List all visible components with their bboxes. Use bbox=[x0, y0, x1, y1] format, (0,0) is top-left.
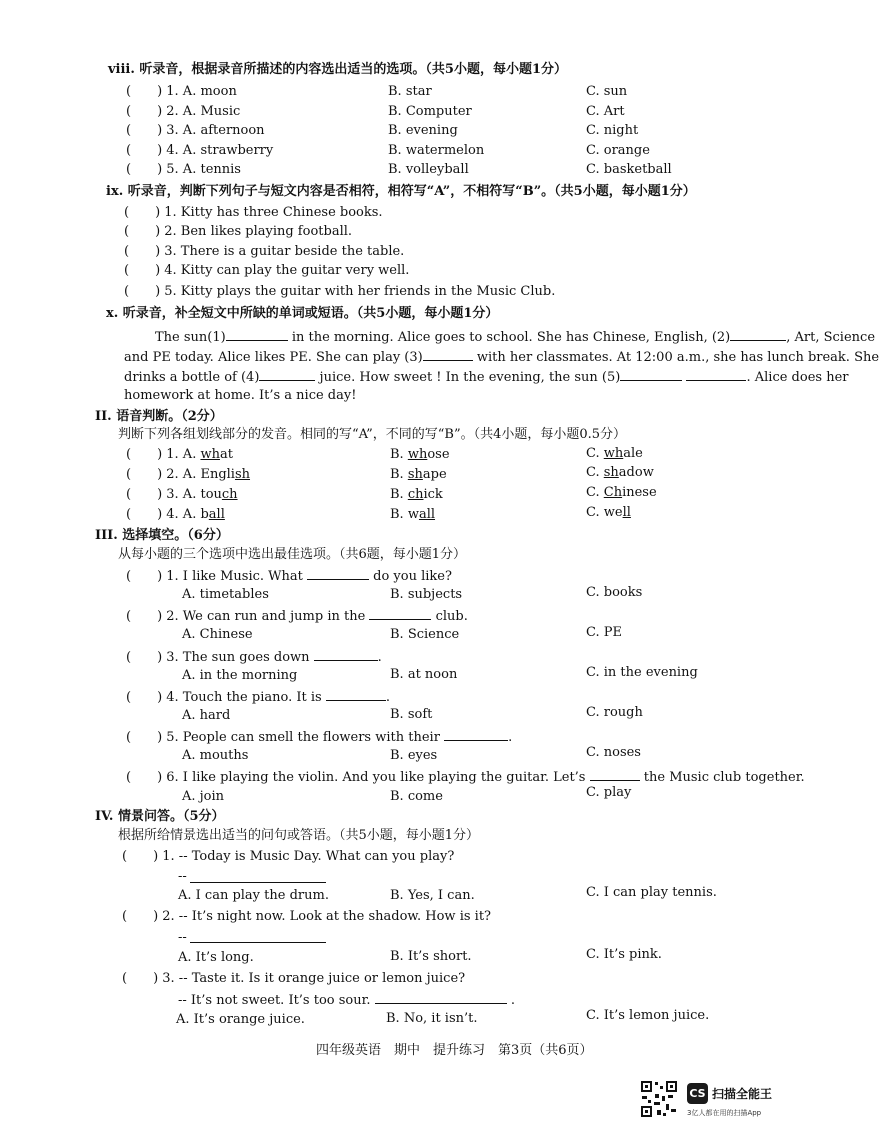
option-c: C. PE bbox=[586, 625, 622, 640]
option-a: A. It’s long. bbox=[178, 950, 254, 965]
option-c: C. books bbox=[586, 585, 643, 600]
dash: -- bbox=[178, 869, 187, 884]
answer-blank[interactable] bbox=[620, 368, 682, 381]
question-item: ( ) 4. Kitty can play the guitar very well. bbox=[124, 263, 410, 278]
option-c: C. night bbox=[586, 123, 639, 138]
question-item: ( ) 3. The sun goes down . bbox=[126, 650, 382, 665]
section-3-instructions: 从每小题的三个选项中选出最佳选项。（共6题，每小题1分） bbox=[118, 547, 467, 562]
question-item: ( ) 2. -- It’s night now. Look at the shadow. How is it? bbox=[122, 909, 492, 924]
option-b: B. subjects bbox=[390, 587, 463, 602]
answer-line[interactable] bbox=[190, 882, 326, 883]
question-item: ( ) 3. There is a guitar beside the table. bbox=[124, 244, 405, 259]
option-c: C. in the evening bbox=[586, 665, 698, 680]
answer-blank[interactable] bbox=[326, 688, 386, 701]
option-b: B. wall bbox=[390, 507, 436, 522]
question-item: ( ) 1. I like Music. What do you like? bbox=[126, 569, 452, 584]
passage-text: , Art, Science bbox=[786, 330, 876, 345]
option-c: C. sun bbox=[586, 84, 628, 99]
passage-line bbox=[124, 368, 849, 386]
answer-blank[interactable] bbox=[423, 348, 473, 361]
option-b: B. soft bbox=[390, 707, 433, 722]
question-item: ( ) 5. Kitty plays the guitar with her friends in the Music Club. bbox=[124, 284, 556, 299]
section-10-heading: x. 听录音，补全短文中所缺的单词或短语。（共5小题，每小题1分） bbox=[106, 306, 499, 321]
option-b: B. star bbox=[388, 84, 432, 99]
option-c: C. It’s lemon juice. bbox=[586, 1008, 710, 1023]
passage-line bbox=[155, 328, 875, 346]
option-b: B. eyes bbox=[390, 748, 438, 763]
option-c: C. It’s pink. bbox=[586, 947, 662, 962]
option-a: A. in the morning bbox=[182, 668, 298, 683]
section-2-title: II. 语音判断。（2分） bbox=[95, 409, 223, 424]
option-b: B. It’s short. bbox=[390, 949, 472, 964]
option-b: B. No, it isn’t. bbox=[386, 1011, 478, 1026]
option-b: B. evening bbox=[388, 123, 458, 138]
page-footer: 四年级英语 期中 提升练习 第3页（共6页） bbox=[316, 1043, 593, 1058]
answer-blank[interactable] bbox=[226, 328, 288, 341]
question-item: ( ) 2. A. Music bbox=[126, 104, 241, 119]
passage-text: drinks a bottle of (4) bbox=[124, 370, 260, 385]
passage-text: in the morning. Alice goes to school. She has Chinese, English, (2) bbox=[291, 330, 731, 345]
scanner-brand: 扫描全能王 bbox=[712, 1087, 773, 1101]
option-a: A. It’s orange juice. bbox=[176, 1012, 305, 1027]
option-b: B. watermelon bbox=[388, 143, 485, 158]
question-item: ( ) 3. A. touch bbox=[126, 487, 238, 502]
answer-blank[interactable] bbox=[307, 567, 369, 580]
question-item: ( ) 4. A. strawberry bbox=[126, 143, 274, 158]
passage-text: with her classmates. At 12:00 a.m., she has lunch break. She bbox=[476, 350, 879, 365]
question-item: ( ) 3. A. afternoon bbox=[126, 123, 265, 138]
answer-blank[interactable] bbox=[314, 648, 378, 661]
passage-text: and PE today. Alice likes PE. She can play (3) bbox=[124, 350, 423, 365]
camscanner-logo-icon: CS bbox=[687, 1083, 708, 1104]
question-item: ( ) 3. -- Taste it. Is it orange juice or lemon juice? bbox=[122, 971, 466, 986]
question-item: ( ) 4. Touch the piano. It is . bbox=[126, 690, 390, 705]
answer-blank[interactable] bbox=[686, 368, 746, 381]
answer-blank[interactable] bbox=[259, 368, 315, 381]
option-a: A. timetables bbox=[182, 587, 269, 602]
section-2-instructions: 判断下列各组划线部分的发音。相同的写“A”，不同的写“B”。（共4小题，每小题0.5分） bbox=[118, 427, 627, 442]
question-item: ( ) 5. A. tennis bbox=[126, 162, 241, 177]
section-4-instructions: 根据所给情景选出适当的问句或答语。（共5小题，每小题1分） bbox=[118, 828, 480, 843]
section-3-title: III. 选择填空。（6分） bbox=[95, 528, 229, 543]
answer-blank[interactable] bbox=[730, 328, 786, 341]
option-b: B. Computer bbox=[388, 104, 472, 119]
option-c: C. whale bbox=[586, 446, 643, 461]
option-c: C. well bbox=[586, 505, 631, 520]
answer-blank[interactable] bbox=[375, 991, 507, 1004]
option-b: B. whose bbox=[390, 447, 450, 462]
question-item: ( ) 1. A. moon bbox=[126, 84, 237, 99]
option-c: C. play bbox=[586, 785, 632, 800]
dialogue-reply: -- It’s not sweet. It’s too sour. . bbox=[178, 993, 515, 1008]
option-c: C. Art bbox=[586, 104, 625, 119]
question-item: ( ) 2. We can run and jump in the club. bbox=[126, 609, 468, 624]
passage-text: juice. How sweet ! In the evening, the sun (5) bbox=[319, 370, 621, 385]
option-a: A. mouths bbox=[182, 748, 249, 763]
option-b: B. shape bbox=[390, 467, 447, 482]
option-b: B. volleyball bbox=[388, 162, 469, 177]
qr-code-icon bbox=[640, 1080, 678, 1118]
option-b: B. chick bbox=[390, 487, 443, 502]
option-c: C. I can play tennis. bbox=[586, 885, 717, 900]
option-c: C. rough bbox=[586, 705, 643, 720]
answer-blank[interactable] bbox=[444, 728, 508, 741]
option-c: C. noses bbox=[586, 745, 641, 760]
option-c: C. orange bbox=[586, 143, 650, 158]
option-a: A. join bbox=[182, 789, 225, 804]
question-item: ( ) 4. A. ball bbox=[126, 507, 225, 522]
question-item: ( ) 1. A. what bbox=[126, 447, 233, 462]
option-c: C. shadow bbox=[586, 465, 654, 480]
section-4-title: IV. 情景问答。（5分） bbox=[95, 809, 225, 824]
question-item: ( ) 1. -- Today is Music Day. What can you play? bbox=[122, 849, 455, 864]
option-c: C. basketball bbox=[586, 162, 672, 177]
option-a: A. hard bbox=[182, 708, 231, 723]
scanner-slogan: 3亿人都在用的扫描App bbox=[687, 1109, 762, 1117]
section-8-heading: viii. 听录音，根据录音所描述的内容选出适当的选项。（共5小题，每小题1分） bbox=[108, 62, 568, 77]
answer-line[interactable] bbox=[190, 942, 326, 943]
option-c: C. Chinese bbox=[586, 485, 657, 500]
option-a: A. Chinese bbox=[182, 627, 253, 642]
question-item: ( ) 1. Kitty has three Chinese books. bbox=[124, 205, 383, 220]
passage-line: homework at home. It’s a nice day! bbox=[124, 388, 357, 403]
question-item: ( ) 6. I like playing the violin. And you like playing the guitar. Let’s the Music club together. bbox=[126, 770, 805, 785]
option-b: B. Yes, I can. bbox=[390, 888, 475, 903]
answer-blank[interactable] bbox=[590, 768, 640, 781]
passage-line bbox=[124, 348, 879, 366]
option-b: B. at noon bbox=[390, 667, 458, 682]
question-item: ( ) 2. Ben likes playing football. bbox=[124, 224, 353, 239]
option-a: A. I can play the drum. bbox=[178, 888, 329, 903]
dash: -- bbox=[178, 930, 187, 945]
section-9-heading: ix. 听录音，判断下列句子与短文内容是否相符，相符写“A”，不相符写“B”。（共5小题，每小题1分） bbox=[106, 184, 696, 199]
question-item: ( ) 2. A. English bbox=[126, 467, 251, 482]
passage-text: . Alice does her bbox=[746, 370, 849, 385]
question-item: ( ) 5. People can smell the flowers with their . bbox=[126, 730, 513, 745]
passage-text: The sun(1) bbox=[155, 330, 226, 345]
answer-blank[interactable] bbox=[369, 607, 431, 620]
option-b: B. come bbox=[390, 789, 443, 804]
option-b: B. Science bbox=[390, 627, 460, 642]
